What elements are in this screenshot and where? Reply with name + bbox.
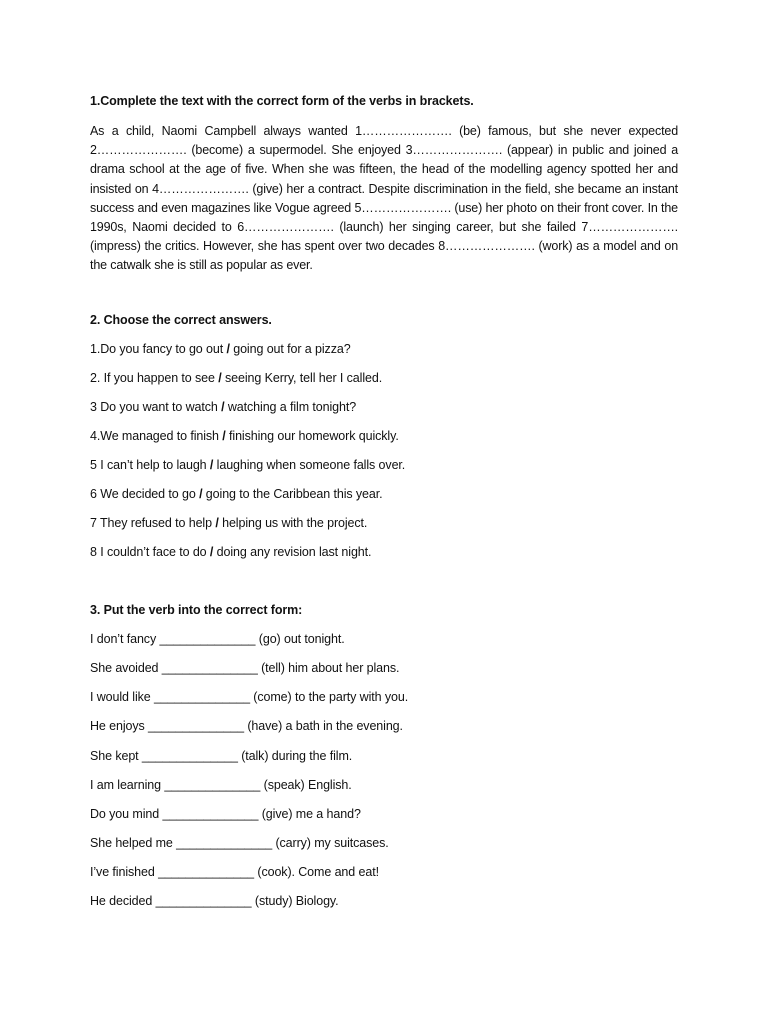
choice-item <box>90 429 399 443</box>
choice-slash: / <box>199 487 203 501</box>
fill-blank-item: She kept ______________ (talk) during the film. <box>90 749 353 763</box>
choice-text: 7 They refused to help <box>90 516 216 530</box>
fill-blank-item: Do you mind ______________ (give) me a hand? <box>90 807 361 821</box>
choice-item <box>90 516 367 530</box>
choice-text: 4.We managed to finish <box>90 429 223 443</box>
section2-heading: 2. Choose the correct answers. <box>90 313 272 327</box>
choice-slash: / <box>226 342 230 356</box>
choice-slash: / <box>218 371 222 385</box>
choice-text: laughing when someone falls over. <box>213 458 406 472</box>
fill-blank-item: I would like ______________ (come) to the party with you. <box>90 690 409 704</box>
choice-text: going to the Caribbean this year. <box>202 487 383 501</box>
choice-item <box>90 458 405 472</box>
choice-item <box>90 400 356 414</box>
choice-text: going out for a pizza? <box>229 342 351 356</box>
choice-item <box>90 545 371 559</box>
section1-heading: 1.Complete the text with the correct form of the verbs in brackets. <box>90 94 474 108</box>
section1-paragraph: As a child, Naomi Campbell always wanted 1…………………. (be) famous, but she never expected 2…………………. (become) a supermodel. She enjoyed 3…………………. (appear) in public and joined a drama school at the age of five. When she was fifteen, the head of the modelling agency spotted her and insisted on 4…………………. (give) her a contract. Despite discrimination in the field, she became an instant success and even magazines like Vogue agreed 5…………………. (use) her photo on their front cover. In the 1990s, Naomi decided to 6…………………. (launch) her singing career, but she failed 7…………………. (impress) the critics. However, she has spent over two decades 8…………………. (work) as a model and on the catwalk she is still as popular as ever. <box>90 124 678 273</box>
choice-text: seeing Kerry, tell her I called. <box>221 371 383 385</box>
choice-text: 8 I couldn’t face to do <box>90 545 210 559</box>
fill-blank-item: I am learning ______________ (speak) English. <box>90 778 352 792</box>
choice-slash: / <box>215 516 219 530</box>
choice-slash: / <box>222 429 226 443</box>
fill-blank-item: He enjoys ______________ (have) a bath in the evening. <box>90 719 403 733</box>
section3-heading: 3. Put the verb into the correct form: <box>90 603 303 617</box>
choice-item <box>90 371 382 385</box>
choice-text: 1.Do you fancy to go out <box>90 342 227 356</box>
fill-blank-item: She avoided ______________ (tell) him about her plans. <box>90 661 400 675</box>
fill-blank-item: She helped me ______________ (carry) my suitcases. <box>90 836 389 850</box>
choice-text: 2. If you happen to see <box>90 371 219 385</box>
choice-slash: / <box>209 545 214 559</box>
choice-slash: / <box>209 458 214 472</box>
choice-text: 3 Do you want to watch <box>90 400 222 414</box>
choice-item <box>90 487 383 501</box>
fill-blank-item: He decided ______________ (study) Biology. <box>90 894 339 908</box>
choice-text: 6 We decided to go <box>90 487 200 501</box>
choice-slash: / <box>221 400 225 414</box>
choice-text: 5 I can’t help to laugh <box>90 458 210 472</box>
choice-text: watching a film tonight? <box>224 400 357 414</box>
choice-text: helping us with the project. <box>218 516 368 530</box>
choice-text: doing any revision last night. <box>213 545 372 559</box>
fill-blank-item: I’ve finished ______________ (cook). Come and eat! <box>90 865 379 879</box>
choice-text: finishing our homework quickly. <box>225 429 399 443</box>
choice-item <box>90 342 351 356</box>
fill-blank-item: I don’t fancy ______________ (go) out tonight. <box>90 632 345 646</box>
